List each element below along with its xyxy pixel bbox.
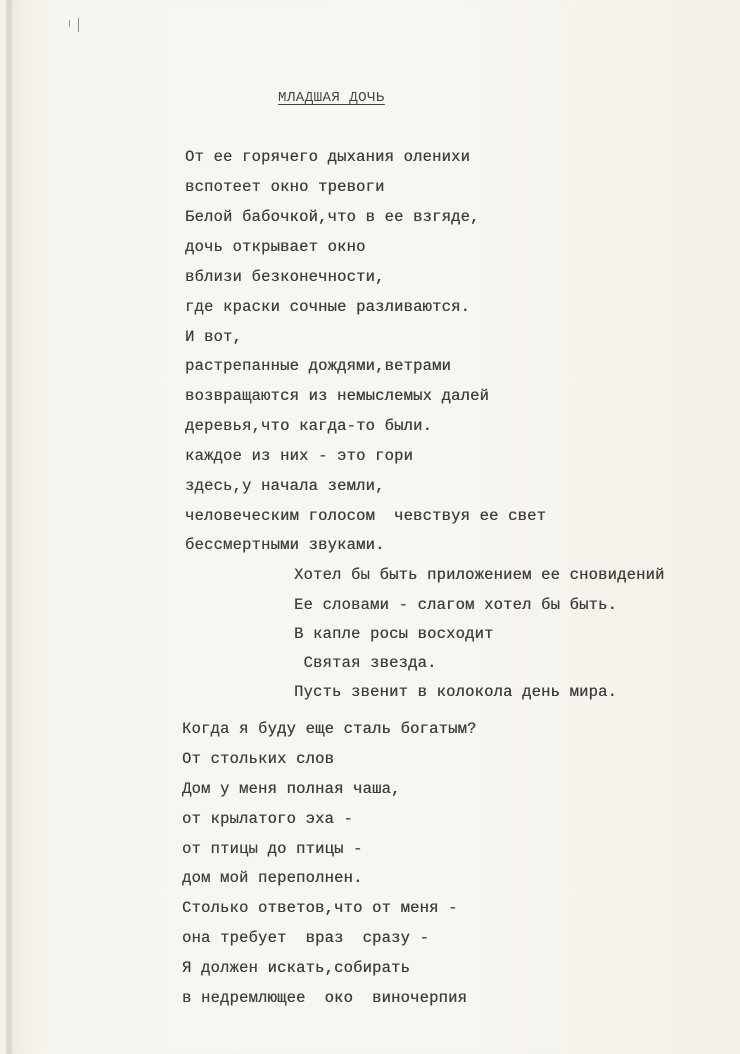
poem-line: в недремлющее око виночерпия bbox=[182, 989, 468, 1007]
poem-line: От стольких слов bbox=[182, 750, 335, 768]
pencil-mark bbox=[69, 20, 70, 27]
poem-line: человеческим голосом чевствуя ее свет bbox=[185, 507, 547, 525]
poem-line: Столько ответов,что от меня - bbox=[182, 899, 458, 917]
page-edge bbox=[6, 0, 12, 1054]
poem-line: дочь открывает окно bbox=[185, 238, 366, 256]
poem-line: она требует враз сразу - bbox=[182, 929, 430, 947]
poem-line: Ее словами - слагом хотел бы быть. bbox=[294, 596, 618, 614]
poem-line: растрепанные дождями,ветрами bbox=[185, 357, 452, 375]
poem-line: Белой бабочкой,что в ее взгяде, bbox=[185, 208, 480, 226]
poem-line: вблизи безконечности, bbox=[185, 268, 385, 286]
poem-line: дом мой переполнен. bbox=[182, 869, 363, 887]
poem-line: деревья,что кагда-то были. bbox=[185, 417, 433, 435]
poem-line: Я должен искать,собирать bbox=[182, 959, 411, 977]
poem-line: здесь,у начала земли, bbox=[185, 477, 385, 495]
typewritten-page bbox=[6, 0, 740, 1054]
poem-title: МЛАДШАЯ ДОЧЬ bbox=[278, 90, 385, 106]
pencil-mark bbox=[78, 18, 79, 32]
poem-line: вспотеет окно тревоги bbox=[185, 178, 385, 196]
poem-line: каждое из них - это гори bbox=[185, 447, 414, 465]
poem-line: Пусть звенит в колокола день мира. bbox=[294, 683, 618, 701]
poem-line: Святая звезда. bbox=[294, 654, 437, 672]
poem-line: от крылатого эха - bbox=[182, 810, 354, 828]
poem-line: возвращаются из немыслемых далей bbox=[185, 387, 490, 405]
poem-line: И вот, bbox=[185, 328, 243, 346]
poem-line: Когда я буду еще сталь богатым? bbox=[182, 720, 477, 738]
poem-line: бессмертными звуками. bbox=[185, 536, 385, 554]
poem-line: В капле росы восходит bbox=[294, 625, 494, 643]
poem-line: от птицы до птицы - bbox=[182, 840, 363, 858]
poem-line: Дом у меня полная чаша, bbox=[182, 780, 401, 798]
poem-line: От ее горячего дыхания оленихи bbox=[185, 148, 471, 166]
poem-line: Хотел бы быть приложением ее сновидений bbox=[294, 566, 665, 584]
poem-line: где краски сочные разливаются. bbox=[185, 298, 471, 316]
